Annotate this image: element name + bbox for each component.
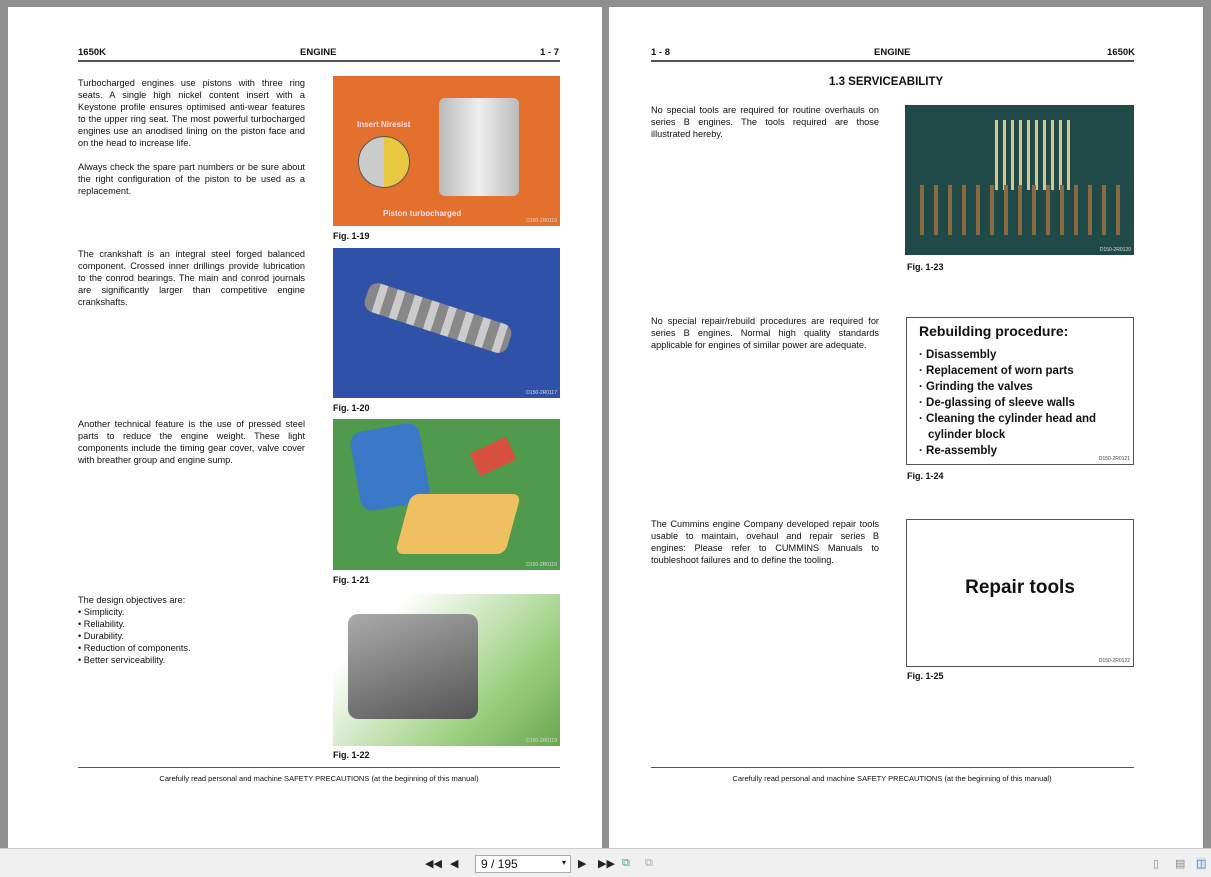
list-item: · Cleaning the cylinder head and cylinder block	[919, 413, 1097, 441]
header-rule	[651, 60, 1134, 62]
valve-cover-shape	[470, 437, 517, 477]
image-code: D150-2R0121	[1098, 456, 1130, 462]
header-model: 1650K	[78, 47, 106, 58]
right-page	[609, 7, 1203, 848]
list-item: • Better serviceability.	[78, 655, 166, 665]
figure-caption: Fig. 1-19	[333, 231, 370, 241]
footer-rule	[78, 767, 560, 768]
footer-text: Carefully read personal and machine SAFETY PRECAUTIONS (at the beginning of this manual)	[732, 774, 1052, 783]
list-item: · Grinding the valves	[919, 381, 1033, 393]
list-item: • Reliability.	[78, 619, 125, 629]
header-section: ENGINE	[874, 47, 911, 58]
list-item: · Disassembly	[919, 349, 997, 361]
paragraph: Always check the spare part numbers or be sure about the right configuration of the piston to be used as a replacement.	[78, 162, 305, 196]
header-rule	[78, 60, 560, 62]
rebuild-title: Rebuilding procedure:	[919, 323, 1069, 339]
piston-shape	[439, 98, 519, 196]
image-code: D150-2R0116	[526, 218, 557, 224]
sump-shape	[395, 494, 521, 554]
objectives-title: The design objectives are:	[78, 595, 186, 605]
page-number-select[interactable]	[475, 855, 571, 873]
repair-tools-title: Repair tools	[965, 577, 1075, 598]
insert-detail	[358, 136, 410, 188]
list-item: • Reduction of components.	[78, 643, 191, 653]
piston-image	[333, 76, 560, 226]
image-label: Insert Niresist	[357, 120, 411, 129]
paragraph: The Cummins engine Company developed repair tools usable to maintain, ovehaul and repair series B engines: Please refer to CUMMINS Manuals to toubleshoot failures and to define the tooling.	[651, 519, 879, 565]
image-code: D150-2R0117	[526, 390, 557, 396]
next-page-button[interactable]: ▶	[578, 858, 587, 870]
objectives	[78, 594, 305, 666]
facing-pages-view-icon[interactable]: ◫	[1196, 858, 1207, 870]
single-page-view-icon[interactable]: ▯	[1153, 858, 1160, 870]
header-model: 1650K	[1107, 47, 1135, 58]
figure-caption: Fig. 1-21	[333, 575, 370, 585]
figure-caption: Fig. 1-23	[907, 262, 944, 272]
figure-caption: Fig. 1-20	[333, 403, 370, 413]
list-item: • Durability.	[78, 631, 124, 641]
last-page-button[interactable]: ▶▶	[598, 858, 615, 870]
crankshaft-image	[333, 248, 560, 398]
figure-caption: Fig. 1-25	[907, 671, 944, 681]
header-page-number: 1 - 7	[540, 47, 560, 58]
list-item: · Replacement of worn parts	[919, 365, 1074, 377]
page-number-value: 9 / 195	[481, 857, 518, 871]
figure-caption: Fig. 1-24	[907, 471, 944, 481]
engine-image	[333, 594, 560, 746]
list-item: · Re-assembly	[919, 445, 997, 457]
chevron-down-icon[interactable]: ▾	[561, 858, 566, 867]
header-page-number: 1 - 8	[651, 47, 671, 58]
wrenches-shape	[995, 120, 1075, 190]
list-item: · De-glassing of sleeve walls	[919, 397, 1075, 409]
image-code: D150-2R0119	[526, 738, 557, 744]
paragraph: Another technical feature is the use of pressed steel parts to reduce the engine weight. These light components include the timing gear cover, valve cover with breather group and engine sump.	[78, 419, 305, 465]
footer-rule	[651, 767, 1134, 768]
tools-image	[905, 105, 1134, 255]
go-back-view-icon[interactable]: ⧉	[622, 857, 630, 869]
go-forward-view-icon[interactable]: ⧉	[645, 857, 653, 869]
crankshaft-shape	[362, 281, 514, 356]
header-section: ENGINE	[300, 47, 337, 58]
rebuild-box	[906, 317, 1134, 465]
list-item: • Simplicity.	[78, 607, 125, 617]
first-page-button[interactable]: ◀◀	[425, 858, 442, 870]
continuous-view-icon[interactable]: ▤	[1175, 858, 1186, 870]
image-code: D150-2R0122	[1098, 658, 1130, 664]
image-code: D150-2R0118	[526, 562, 557, 568]
section-title: 1.3 SERVICEABILITY	[829, 76, 944, 88]
repair-tools-box	[906, 519, 1134, 667]
engine-shape	[348, 614, 478, 719]
previous-page-button[interactable]: ◀	[450, 858, 459, 870]
left-page	[8, 7, 602, 848]
pdf-toolbar	[0, 848, 1211, 877]
hammers-shape	[920, 185, 1120, 235]
paragraph: The crankshaft is an integral steel forged balanced component. Crossed inner drillings provide lubrication to the conrod bearings. The main and conrod journals are significantly larger than competitive engine crankshafts.	[78, 249, 305, 307]
footer-text: Carefully read personal and machine SAFETY PRECAUTIONS (at the beginning of this manual)	[159, 774, 479, 783]
paragraph: Turbocharged engines use pistons with three ring seats. A single high nickel content insert with a Keystone profile ensures optimised anti-wear features to the upper ring seat. The most powerful turbocharged engines use an anodised lining on the piston face and on the head to increase life.	[78, 78, 305, 148]
paragraph: No special tools are required for routine overhauls on series B engines. The tools required are those illustrated hereby.	[651, 105, 879, 139]
pressed-parts-image	[333, 419, 560, 570]
image-label: Piston turbocharged	[383, 209, 462, 218]
figure-caption: Fig. 1-22	[333, 750, 370, 760]
piston-text	[78, 77, 305, 209]
image-code: D150-2R0120	[1099, 247, 1131, 253]
paragraph: No special repair/rebuild procedures are required for series B engines. Normal high quality standards applicable for engines of similar power are adequate.	[651, 316, 879, 350]
